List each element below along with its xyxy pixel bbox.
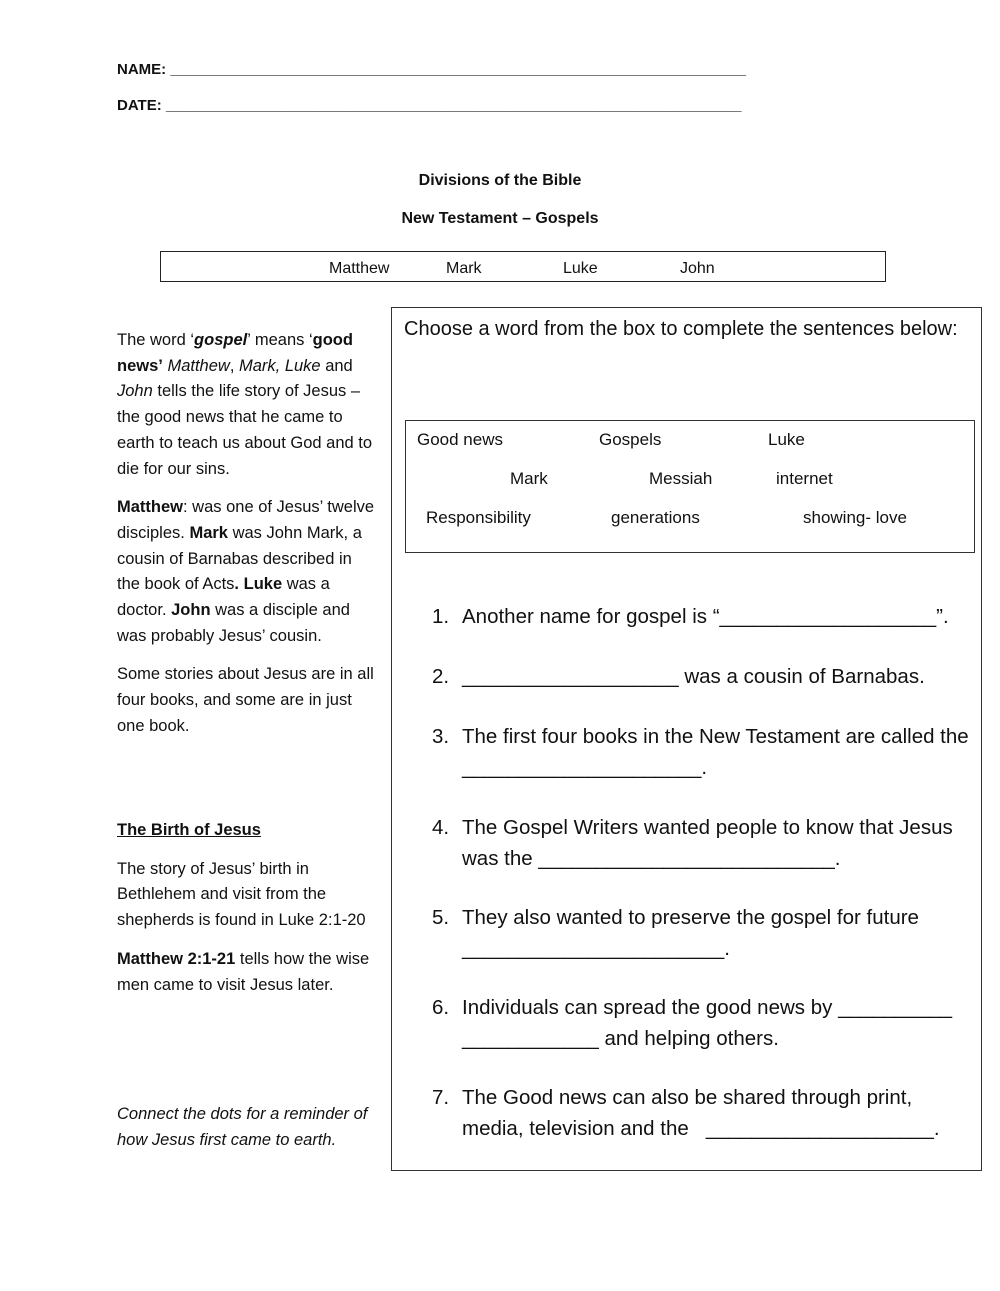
question-7 xyxy=(432,1083,972,1144)
question-text: Another name for gospel is “___________________”. xyxy=(462,605,949,628)
question-text: The Gospel Writers wanted people to know that Jesus was the __________________________. xyxy=(462,816,959,870)
gospel-matthew: Matthew xyxy=(329,260,390,277)
text: ’ means ‘ xyxy=(247,331,313,349)
gospel-luke: Luke xyxy=(563,260,598,277)
text-bold: Mark xyxy=(189,523,228,542)
left-column xyxy=(117,328,379,753)
text: was a doctor. xyxy=(117,575,330,620)
stories-paragraph: Some stories about Jesus are in all four books, and some are in just one book. xyxy=(117,665,374,735)
text-bold: good news’ xyxy=(117,331,353,375)
word-responsibility: Responsibility xyxy=(426,508,531,527)
text: The word ‘ xyxy=(117,331,195,349)
text: was John Mark, a cousin of Barnabas described in the book of Acts xyxy=(117,523,362,594)
birth-heading: The Birth of Jesus xyxy=(117,821,261,839)
text-italic: John xyxy=(117,382,153,401)
question-number: 4. xyxy=(432,816,450,839)
word-generations: generations xyxy=(611,508,700,527)
gospel-meaning-paragraph xyxy=(117,328,379,482)
text-italic: Matthew xyxy=(167,356,230,375)
text: : was one of Jesus’ twelve disciples. xyxy=(117,498,375,542)
word-good-news: Good news xyxy=(417,430,503,449)
word-gospels: Gospels xyxy=(599,430,662,449)
question-text: ___________________ was a cousin of Barnabas. xyxy=(462,665,925,688)
writers-paragraph xyxy=(117,495,379,649)
question-number: 5. xyxy=(432,906,450,929)
date-line: DATE: _____________________________________________________________________ xyxy=(117,97,742,114)
text-bold: gospel xyxy=(194,331,248,349)
question-4 xyxy=(432,813,972,874)
text-bold: Matthew 2:1-21 xyxy=(117,949,236,968)
question-text: The first four books in the New Testament are called the _____________________. xyxy=(462,725,975,779)
wise-men-paragraph xyxy=(117,947,379,998)
name-line: NAME: _____________________________________________________________________ xyxy=(117,61,746,78)
text: was a disciple and was probably Jesus’ cousin. xyxy=(117,601,350,645)
text-bold: Matthew xyxy=(117,498,183,517)
question-1 xyxy=(432,602,972,633)
question-6 xyxy=(432,993,972,1054)
shepherds-paragraph: The story of Jesus’ birth in Bethlehem and visit from the shepherds is found in Luke 2:1-20 xyxy=(117,859,366,930)
gospels-box xyxy=(160,251,886,282)
word-internet: internet xyxy=(776,469,833,488)
question-number: 1. xyxy=(432,605,450,628)
word-mark: Mark xyxy=(510,469,548,488)
birth-section xyxy=(117,818,379,1011)
connect-dots-text: Connect the dots for a reminder of how Jesus first came to earth. xyxy=(117,1105,368,1149)
word-bank-box xyxy=(405,420,975,553)
instructions: Choose a word from the box to complete the sentences below: xyxy=(404,318,958,340)
question-number: 6. xyxy=(432,996,450,1019)
text: and xyxy=(320,356,353,375)
question-2 xyxy=(432,662,972,693)
word-messiah: Messiah xyxy=(649,469,713,488)
page-subtitle: New Testament – Gospels xyxy=(401,210,599,227)
question-number: 7. xyxy=(432,1086,450,1109)
question-text: They also wanted to preserve the gospel for future _______________________. xyxy=(462,906,925,960)
question-text: Individuals can spread the good news by __________ ____________ and helping others. xyxy=(462,996,958,1050)
question-number: 2. xyxy=(432,665,450,688)
text: tells how the wise men came to visit Jesus later. xyxy=(117,949,370,994)
word-showing-love: showing- love xyxy=(803,508,907,527)
word-luke: Luke xyxy=(768,430,805,449)
question-3 xyxy=(432,722,975,783)
text-bold: . xyxy=(234,575,240,594)
text-italic: Mark, Luke xyxy=(238,356,321,375)
question-text: The Good news can also be shared through print, media, television and the ____________________. xyxy=(462,1086,940,1140)
text-bold: Luke xyxy=(243,575,283,594)
question-5 xyxy=(432,903,972,964)
text: , xyxy=(229,356,239,375)
question-number: 3. xyxy=(432,725,450,748)
connect-dots-note xyxy=(117,1102,379,1166)
gospel-john: John xyxy=(680,260,715,277)
page-title: Divisions of the Bible xyxy=(418,172,582,189)
text-bold: John xyxy=(171,601,211,620)
text: tells the life story of Jesus – the good news that he came to earth to teach us about God and to die for our sins. xyxy=(117,382,373,478)
gospel-mark: Mark xyxy=(446,260,482,277)
